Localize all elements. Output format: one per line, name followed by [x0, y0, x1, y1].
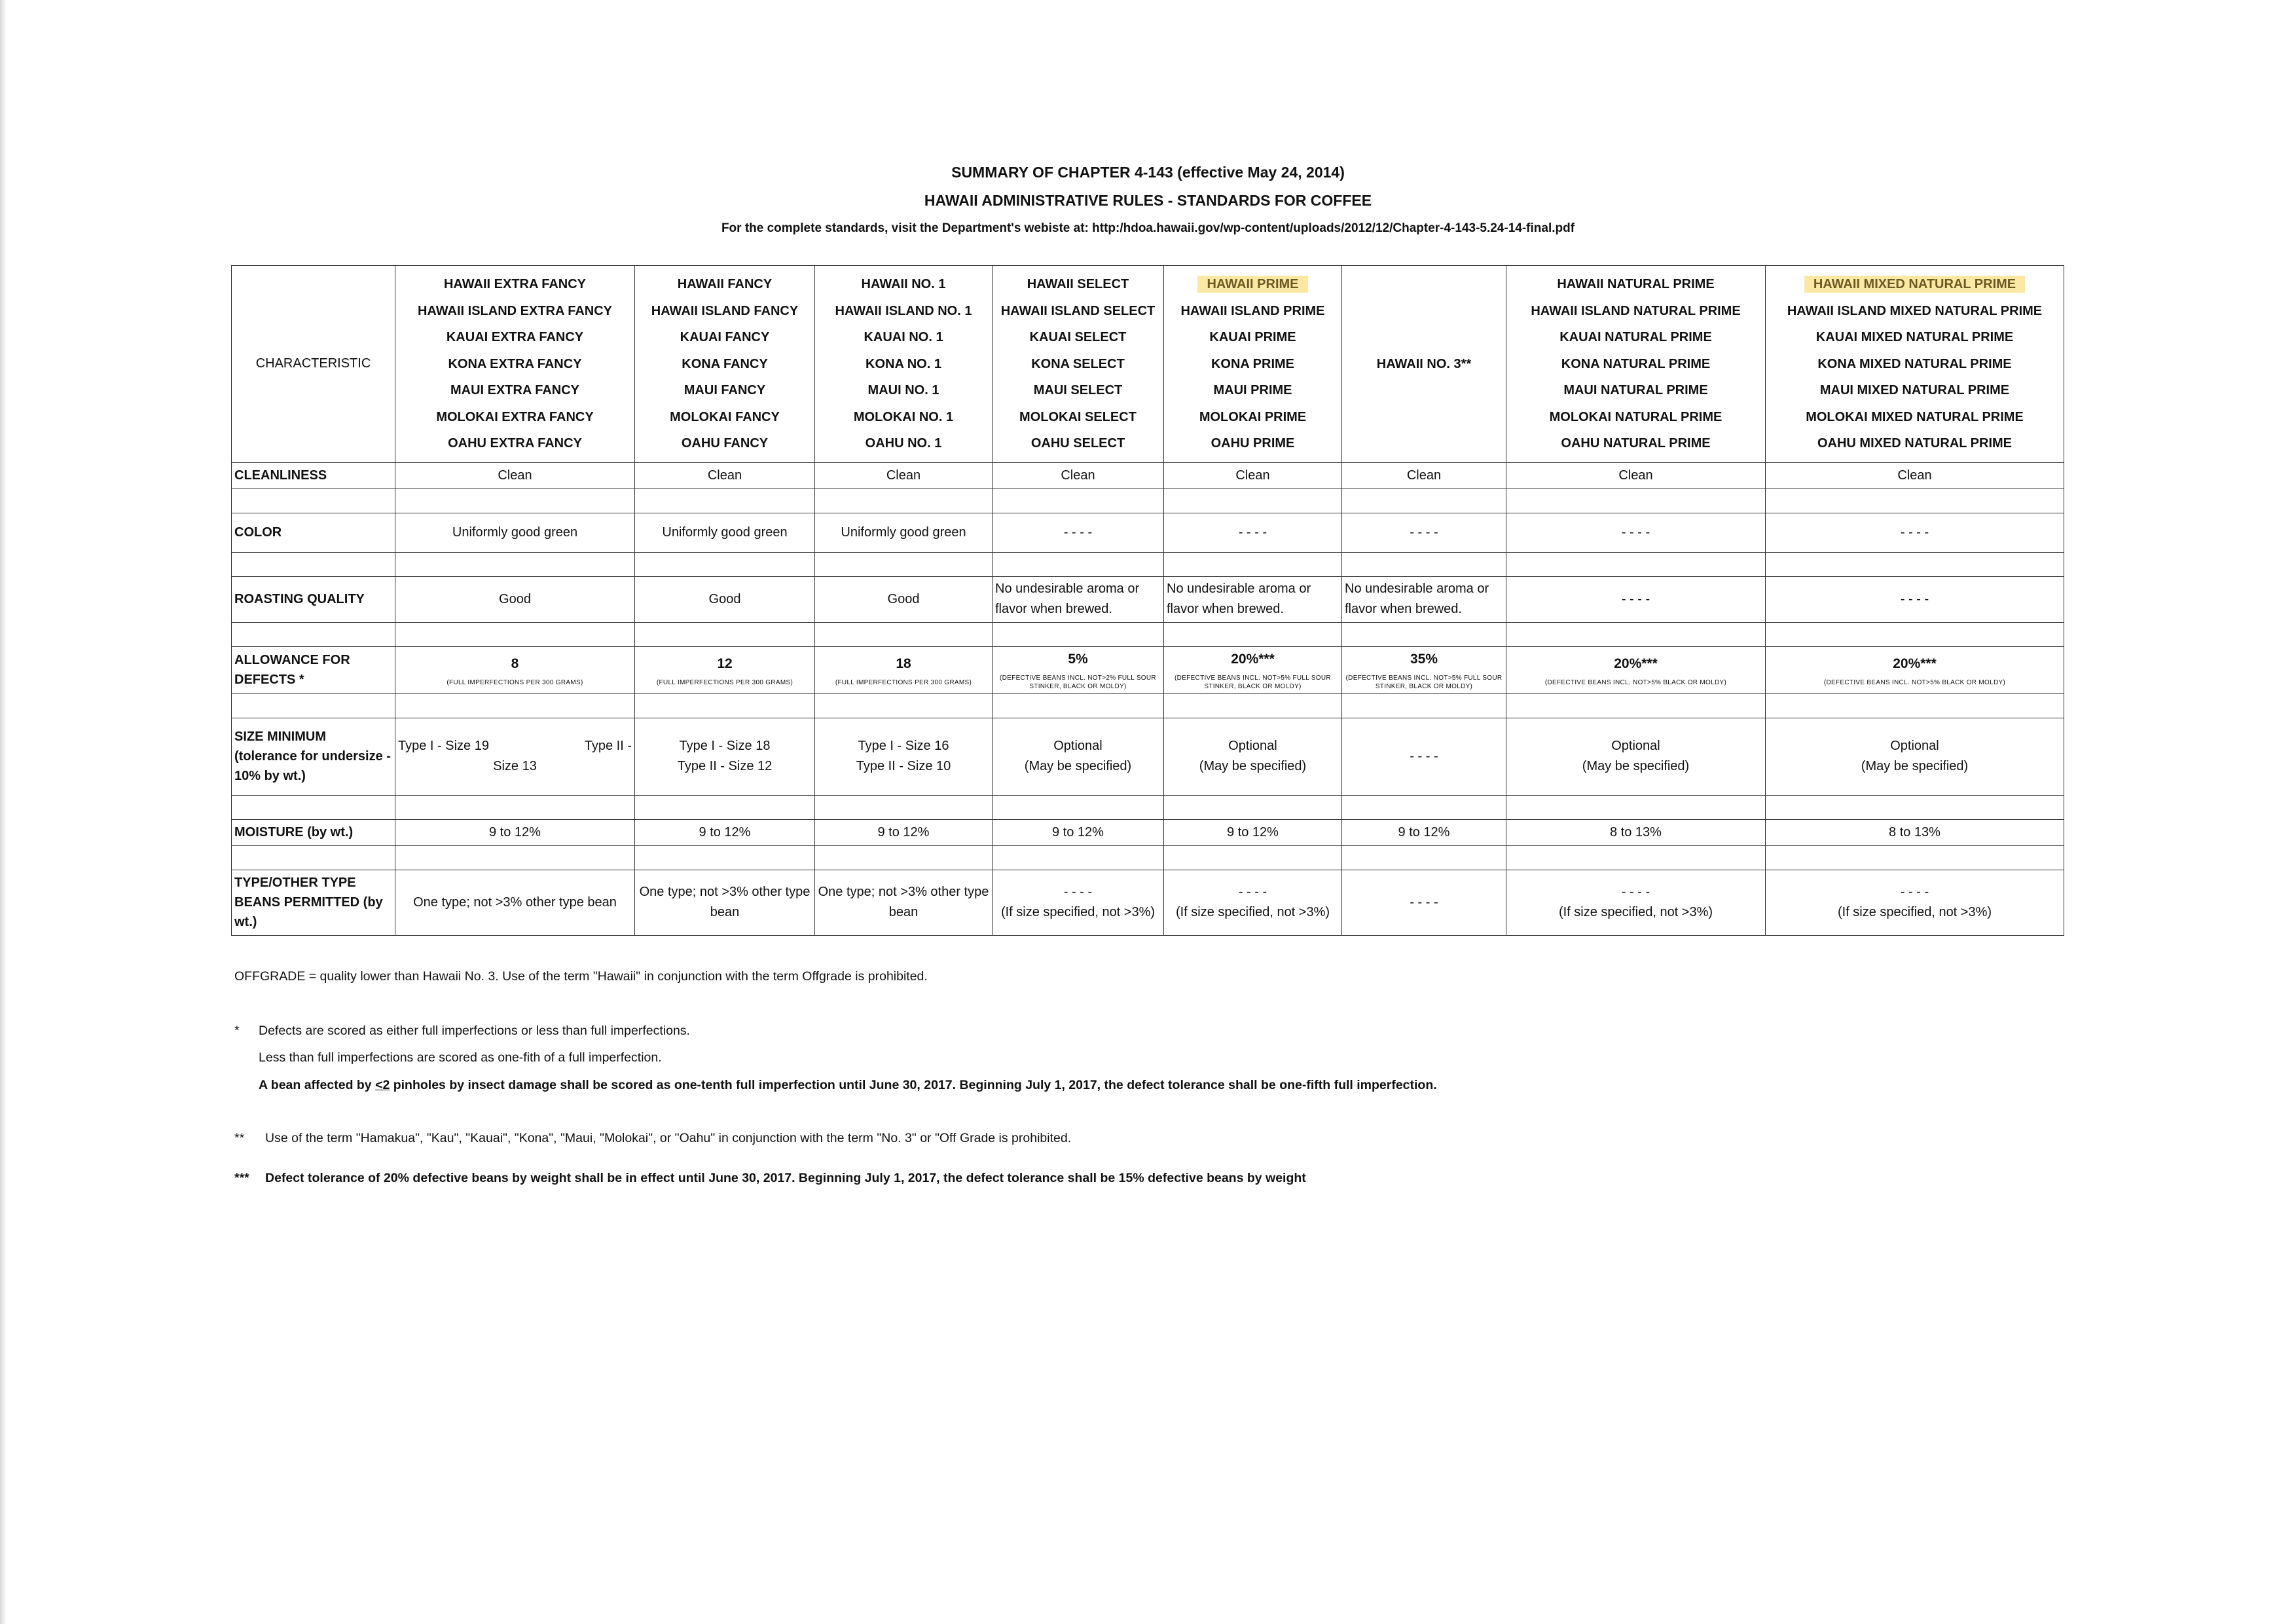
table-cell: - - - - [1766, 513, 2064, 552]
grade-name: HAWAII NO. 3** [1376, 356, 1472, 371]
type-line: (If size specified, not >3%) [1175, 905, 1330, 919]
size-line: Optional [1053, 739, 1102, 753]
table-cell [815, 646, 993, 693]
grade-name: KONA MIXED NATURAL PRIME [1817, 356, 2012, 371]
table-cell [815, 718, 993, 795]
grade-name: MOLOKAI PRIME [1199, 409, 1307, 424]
size-line: Optional [1890, 739, 1939, 753]
grade-name: KONA NATURAL PRIME [1561, 356, 1711, 371]
grade-name: KONA SELECT [1031, 356, 1125, 371]
size-line: (May be specified) [1582, 759, 1690, 773]
grade-name: MAUI NO. 1 [867, 383, 939, 397]
grade-name: MAUI EXTRA FANCY [450, 383, 580, 397]
grade-name: HAWAII EXTRA FANCY [443, 277, 587, 291]
grade-column-prime [1164, 266, 1342, 463]
table-cell: One type; not >3% other type bean [395, 870, 635, 935]
type-line: - - - - [1900, 885, 1929, 899]
row-type-beans [232, 870, 2064, 935]
size-line: Type I - Size 18 [679, 739, 771, 753]
table-cell: Uniformly good green [635, 513, 815, 552]
table-cell: Good [815, 576, 993, 622]
size-type-i: Type I - Size 19 [398, 739, 489, 753]
grade-name: OAHU PRIME [1211, 436, 1295, 451]
table-cell: No undesirable aroma or flavor when brewed. [1342, 576, 1506, 622]
size-line: Type II - Size 10 [856, 759, 951, 773]
table-cell: No undesirable aroma or flavor when brewed. [1164, 576, 1342, 622]
row-label: TYPE/OTHER TYPE BEANS PERMITTED (by wt.) [232, 870, 395, 935]
defect-value: 35% [1410, 652, 1438, 667]
grade-name: MOLOKAI SELECT [1019, 409, 1137, 424]
grade-name: OAHU SELECT [1030, 436, 1125, 451]
defect-note: (FULL IMPERFECTIONS PER 300 GRAMS) [656, 678, 793, 686]
table-cell: - - - - [1506, 576, 1766, 622]
grade-name: MAUI FANCY [683, 383, 766, 397]
spacer-row [232, 845, 2064, 870]
page-edge-shadow [0, 0, 7, 1624]
table-cell [1506, 646, 1766, 693]
footnote-1-line-3 [259, 1078, 1437, 1093]
grade-name: HAWAII ISLAND NATURAL PRIME [1531, 303, 1741, 318]
defect-value: 18 [896, 655, 911, 671]
size-line: Type II - Size 12 [677, 759, 773, 773]
table-cell: One type; not >3% other type bean [635, 870, 815, 935]
spacer-row [232, 795, 2064, 819]
footnote-marker: ** [234, 1131, 245, 1145]
coffee-standards-table [231, 265, 2064, 936]
spacer-row [232, 622, 2064, 646]
grade-name: MOLOKAI NO. 1 [853, 409, 954, 424]
table-cell: 9 to 12% [993, 819, 1164, 845]
table-cell: 9 to 12% [1342, 819, 1506, 845]
grade-header-row [232, 266, 2064, 463]
table-cell: Uniformly good green [395, 513, 635, 552]
table-cell [1164, 718, 1342, 795]
type-line: (If size specified, not >3%) [1000, 905, 1156, 919]
table-cell: - - - - [1766, 576, 2064, 622]
table-cell: Clean [1766, 462, 2064, 489]
table-cell: Clean [1342, 462, 1506, 489]
row-label: SIZE MINIMUM (tolerance for undersize - 10% by wt.) [232, 718, 395, 795]
footnote-1-line-2: Less than full imperfections are scored as one-fith of a full imperfection. [259, 1050, 662, 1065]
grade-name: OAHU EXTRA FANCY [448, 436, 582, 451]
size-line [398, 736, 632, 756]
document-title: SUMMARY OF CHAPTER 4-143 (effective May 24, 2014) [951, 164, 1345, 181]
footnote-marker: *** [234, 1171, 249, 1185]
defect-note: (DEFECTIVE BEANS INCL. NOT>5% BLACK OR MOLDY) [1823, 678, 2006, 686]
table-cell: - - - - [1506, 513, 1766, 552]
row-label: MOISTURE (by wt.) [232, 819, 395, 845]
spacer-row [232, 489, 2064, 513]
table-cell [993, 870, 1164, 935]
grade-name: MOLOKAI FANCY [670, 409, 780, 424]
defect-note: (DEFECTIVE BEANS INCL. NOT>5% BLACK OR MOLDY) [1544, 678, 1727, 686]
grade-name: OAHU NATURAL PRIME [1561, 436, 1711, 451]
defect-value: 5% [1068, 652, 1088, 667]
row-cleanliness [232, 462, 2064, 489]
grade-name: KAUAI SELECT [1029, 330, 1127, 344]
footnote-marker: * [234, 1024, 240, 1038]
size-type-ii: Type II - [584, 739, 632, 753]
size-line: (May be specified) [1199, 759, 1307, 773]
grade-name: HAWAII ISLAND EXTRA FANCY [417, 303, 613, 318]
table-cell [1766, 646, 2064, 693]
grade-name: OAHU FANCY [681, 436, 769, 451]
table-cell: 8 to 13% [1766, 819, 2064, 845]
characteristic-header: CHARACTERISTIC [232, 266, 395, 463]
row-label: CLEANLINESS [232, 462, 395, 489]
table-cell [1342, 646, 1506, 693]
grade-name: KAUAI NO. 1 [864, 330, 943, 344]
table-cell: - - - - [1164, 513, 1342, 552]
size-line: Size 13 [493, 759, 537, 773]
table-cell [1766, 870, 2064, 935]
grade-name: KONA EXTRA FANCY [448, 356, 582, 371]
grade-name: MOLOKAI EXTRA FANCY [436, 409, 594, 424]
defect-value: 20%*** [1893, 655, 1937, 671]
grade-name: HAWAII NATURAL PRIME [1557, 277, 1715, 291]
grade-name-highlighted [1167, 271, 1339, 298]
grade-column-fancy [635, 266, 815, 463]
grade-name: MAUI SELECT [1033, 383, 1123, 397]
grade-name: KONA PRIME [1211, 356, 1295, 371]
defect-value: 20%*** [1614, 655, 1658, 671]
grade-column-natural-prime [1506, 266, 1766, 463]
grade-name: MOLOKAI MIXED NATURAL PRIME [1806, 409, 2024, 424]
grade-column-no3 [1342, 266, 1506, 463]
table-cell: 8 to 13% [1506, 819, 1766, 845]
footnote-text: A bean affected by [259, 1078, 376, 1092]
table-cell: - - - - [1342, 718, 1506, 795]
footnote-1-line-1: Defects are scored as either full imperfections or less than full imperfections. [259, 1024, 690, 1038]
defect-note: (DEFECTIVE BEANS INCL. NOT>5% FULL SOUR STINKER, BLACK OR MOLDY) [1175, 674, 1331, 690]
defect-value: 12 [717, 655, 733, 671]
grade-name: KAUAI MIXED NATURAL PRIME [1815, 330, 2014, 344]
table-cell: Uniformly good green [815, 513, 993, 552]
table-cell [635, 718, 815, 795]
grade-name: KAUAI FANCY [680, 330, 770, 344]
table-cell: One type; not >3% other type bean [815, 870, 993, 935]
table-cell: Clean [635, 462, 815, 489]
grade-name: HAWAII FANCY [677, 277, 773, 291]
table-cell: Clean [815, 462, 993, 489]
offgrade-note: OFFGRADE = quality lower than Hawaii No. 3. Use of the term "Hawaii" in conjunction with the term Offgrade is prohibited. [234, 969, 928, 984]
table-cell: Clean [1164, 462, 1342, 489]
website-reference: For the complete standards, visit the Department's webiste at: http:/hdoa.hawaii.gov/wp-content/uploads/2012/12/Chapter-4-143-5.24-14-final.pdf [721, 221, 1575, 235]
grade-name: KAUAI PRIME [1209, 330, 1296, 344]
type-line: - - - - [1063, 885, 1093, 899]
grade-name: HAWAII ISLAND NO. 1 [835, 303, 972, 318]
grade-column-extra-fancy [395, 266, 635, 463]
table-cell: 9 to 12% [635, 819, 815, 845]
table-cell [1506, 718, 1766, 795]
defect-value: 8 [511, 655, 519, 671]
grade-column-mixed-natural-prime [1766, 266, 2064, 463]
document-subtitle: HAWAII ADMINISTRATIVE RULES - STANDARDS FOR COFFEE [924, 192, 1372, 209]
footnote-text: pinholes by insect damage shall be scored as one-tenth full imperfection until June 30, 2017. Beginning July 1, 2017, the defect tolerance shall be one-fifth full imperfection. [390, 1078, 1437, 1092]
table-cell: Clean [395, 462, 635, 489]
size-line: (May be specified) [1024, 759, 1132, 773]
grade-name: MAUI NATURAL PRIME [1563, 383, 1708, 397]
defect-note: (DEFECTIVE BEANS INCL. NOT>5% FULL SOUR STINKER, BLACK OR MOLDY) [1345, 674, 1503, 690]
row-size-minimum [232, 718, 2064, 795]
spacer-row [232, 693, 2064, 718]
table-cell: Clean [1506, 462, 1766, 489]
size-line: Optional [1611, 739, 1660, 753]
grade-name: OAHU NO. 1 [865, 436, 942, 451]
defect-value: 20%*** [1231, 652, 1275, 667]
grade-name: MAUI PRIME [1213, 383, 1292, 397]
table-cell [1164, 646, 1342, 693]
table-cell [395, 646, 635, 693]
table-cell [1766, 718, 2064, 795]
footnote-2: Use of the term "Hamakua", "Kau", "Kauai", "Kona", "Maui, "Molokai", or "Oahu" in conjunction with the term "No. 3" or "Off Grade is prohibited. [265, 1131, 1072, 1145]
highlight-mark: HAWAII MIXED NATURAL PRIME [1804, 276, 2025, 293]
table-cell [1164, 870, 1342, 935]
grade-column-no1 [815, 266, 993, 463]
row-label: ALLOWANCE FOR DEFECTS * [232, 646, 395, 693]
size-line: (May be specified) [1861, 759, 1969, 773]
table-cell: Clean [993, 462, 1164, 489]
type-line: - - - - [1238, 885, 1267, 899]
defect-note: (FULL IMPERFECTIONS PER 300 GRAMS) [446, 678, 583, 686]
table-cell: - - - - [993, 513, 1164, 552]
defect-note: (FULL IMPERFECTIONS PER 300 GRAMS) [835, 678, 972, 686]
grade-name: MAUI MIXED NATURAL PRIME [1819, 383, 2010, 397]
grade-name: HAWAII SELECT [1027, 277, 1129, 291]
grade-name: MOLOKAI NATURAL PRIME [1549, 409, 1722, 424]
table-cell: 9 to 12% [1164, 819, 1342, 845]
type-line: - - - - [1621, 885, 1650, 899]
less-equal-symbol: <2 [375, 1078, 390, 1092]
row-color [232, 513, 2064, 552]
table-cell: 9 to 12% [395, 819, 635, 845]
table-cell: No undesirable aroma or flavor when brewed. [993, 576, 1164, 622]
size-line: Optional [1228, 739, 1277, 753]
table-cell: 9 to 12% [815, 819, 993, 845]
table-cell: Good [395, 576, 635, 622]
grade-name: HAWAII NO. 1 [861, 277, 946, 291]
table-cell [1506, 870, 1766, 935]
type-line: (If size specified, not >3%) [1837, 905, 1992, 919]
row-moisture [232, 819, 2064, 845]
grade-name: HAWAII ISLAND FANCY [651, 303, 799, 318]
table-cell: Good [635, 576, 815, 622]
type-line: (If size specified, not >3%) [1558, 905, 1713, 919]
row-label: COLOR [232, 513, 395, 552]
defect-note: (DEFECTIVE BEANS INCL. NOT>2% FULL SOUR STINKER, BLACK OR MOLDY) [1000, 674, 1156, 690]
row-label: ROASTING QUALITY [232, 576, 395, 622]
grade-column-select [993, 266, 1164, 463]
grade-name: HAWAII ISLAND SELECT [1000, 303, 1156, 318]
grade-name: OAHU MIXED NATURAL PRIME [1817, 436, 2013, 451]
table-cell [395, 718, 635, 795]
table-cell [993, 718, 1164, 795]
grade-name-highlighted [1768, 271, 2061, 298]
table-cell [635, 646, 815, 693]
footnote-3: Defect tolerance of 20% defective beans by weight shall be in effect until June 30, 2017. Beginning July 1, 2017, the defect tolerance shall be 15% defective beans by weight [265, 1171, 1306, 1185]
row-defects [232, 646, 2064, 693]
grade-name: KAUAI EXTRA FANCY [446, 330, 584, 344]
highlight-mark: HAWAII PRIME [1197, 276, 1307, 293]
grade-name: HAWAII ISLAND MIXED NATURAL PRIME [1787, 303, 2043, 318]
size-line: Type I - Size 16 [858, 739, 949, 753]
spacer-row [232, 552, 2064, 576]
grade-name: KAUAI NATURAL PRIME [1559, 330, 1712, 344]
grade-name: KONA NO. 1 [866, 356, 941, 371]
row-roasting-quality [232, 576, 2064, 622]
grade-name: HAWAII ISLAND PRIME [1180, 303, 1325, 318]
table-cell [993, 646, 1164, 693]
table-cell: - - - - [1342, 513, 1506, 552]
table-cell: - - - - [1342, 870, 1506, 935]
grade-name: KONA FANCY [682, 356, 768, 371]
